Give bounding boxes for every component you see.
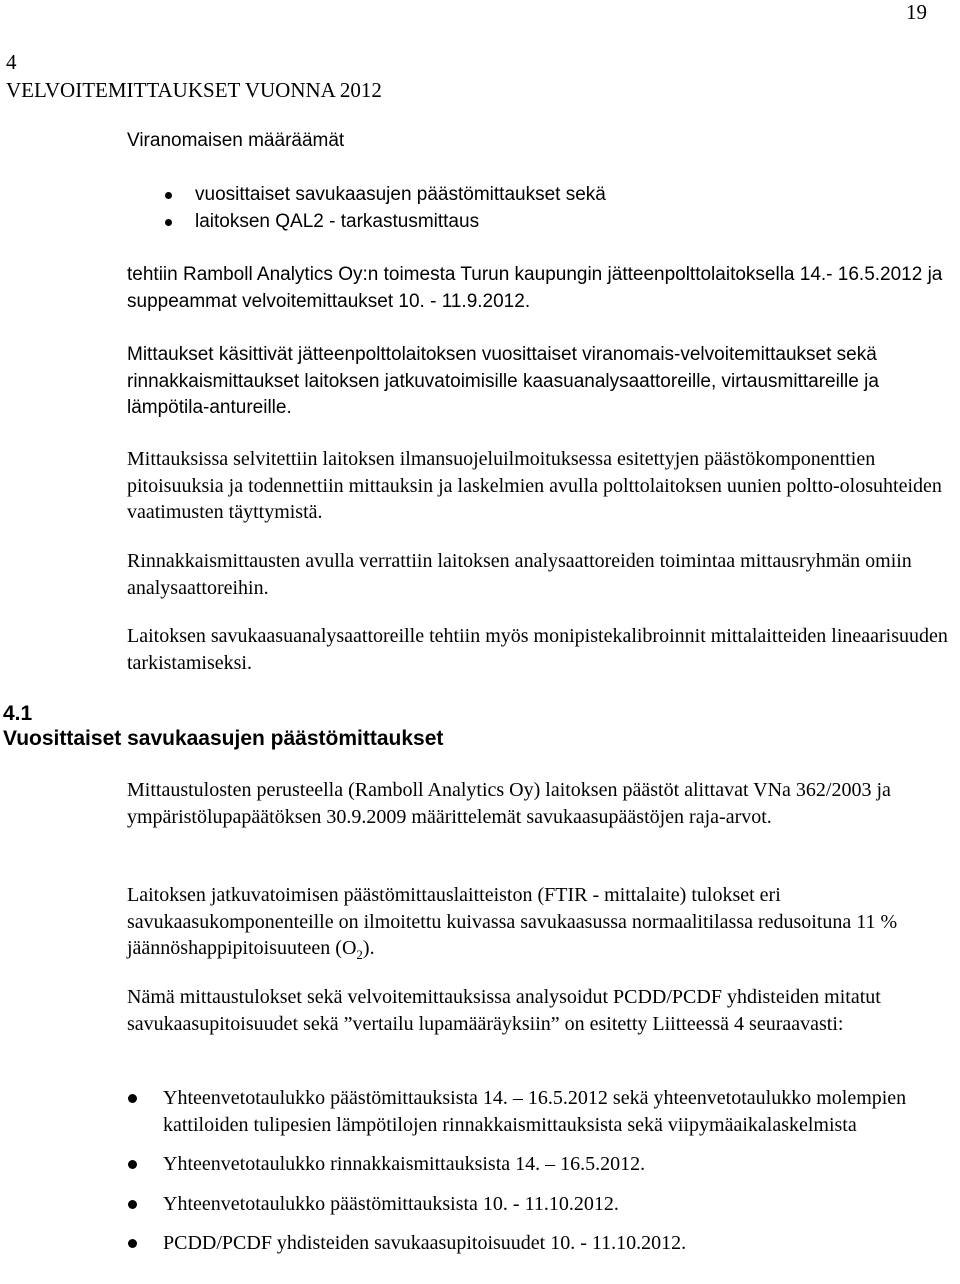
list-item: laitoksen QAL2 - tarkastusmittaus <box>127 209 953 236</box>
bullet-icon <box>128 1094 137 1103</box>
bullet-icon <box>165 219 172 226</box>
list-item: Yhteenvetotaulukko päästömittauksista 14. – 16.5.2012 sekä yhteenvetotaulukko molempien kattiloiden tulipesien lämpötilojen rinnakkaismittauksista sekä viipymäaikalaskelmista <box>127 1085 953 1138</box>
bullet-icon <box>128 1160 137 1169</box>
paragraph: Laitoksen savukaasuanalysaattoreille tehtiin myös monipistekalibroinnit mittalaitteiden lineaarisuuden tarkistamiseksi. <box>127 625 948 674</box>
bullet-icon <box>165 192 172 199</box>
subsection-number: 4.1 <box>3 702 33 725</box>
paragraph: Laitoksen jatkuvatoimisen päästömittauslaitteiston (FTIR - mittalaite) tulokset eri savukaasukomponenteille on ilmoitettu kuivassa savukaasussa normaalitilassa redusoituna 11 % jäännöshappipitoisuuteen $(O_2)$. <box>127 884 898 962</box>
subscript: 2 <box>356 947 363 962</box>
list-item: Yhteenvetotaulukko päästömittauksista 10. - 11.10.2012. <box>127 1191 953 1218</box>
section-number: 4 <box>6 50 17 74</box>
paragraph: Mittauksissa selvitettiin laitoksen ilmansuojeluilmoituksessa esitettyjen päästökomponenttien pitoisuuksia ja todennettiin mittauksin ja laskelmien avulla polttolaitoksen uunien poltto-olosuhteiden vaatimusten täyttymistä. <box>127 448 942 523</box>
paragraph: tehtiin Ramboll Analytics Oy:n toimesta Turun kaupungin jätteenpolttolaitoksella 14.- 16.5.2012 ja suppeammat velvoitemittaukset 10. - 11.9.2012. <box>127 264 943 312</box>
bullet-icon <box>128 1239 137 1248</box>
intro-label: Viranomaisen määräämät <box>127 130 345 151</box>
page-number: 19 <box>906 0 927 24</box>
list-item: PCDD/PCDF yhdisteiden savukaasupitoisuudet 10. - 11.10.2012. <box>127 1230 953 1257</box>
paragraph: Mittaustulosten perusteella (Ramboll Analytics Oy) laitoksen päästöt alittavat VNa 362/2003 ja ympäristölupapäätöksen 30.9.2009 määrittelemät savukaasupäästöjen raja-arvot. <box>127 779 891 828</box>
paragraph: Rinnakkaismittausten avulla verrattiin laitoksen analysaattoreiden toimintaa mittausryhmän omiin analysaattoreihin. <box>127 550 912 599</box>
paragraph: Nämä mittaustulokset sekä velvoitemittauksissa analysoidut PCDD/PCDF yhdisteiden mitatut savukaasupitoisuudet sekä ”vertailu lupamääräyksiin” on esitetty Liitteessä 4 seuraavasti: <box>127 986 881 1035</box>
intro-bullet-list <box>127 182 953 235</box>
appendix-bullet-list <box>127 1085 953 1270</box>
subsection-title: Vuosittaiset savukaasujen päästömittaukset <box>3 727 444 750</box>
list-item: Yhteenvetotaulukko rinnakkaismittauksista 14. – 16.5.2012. <box>127 1151 953 1178</box>
section-title: VELVOITEMITTAUKSET VUONNA 2012 <box>6 78 382 102</box>
bullet-icon <box>128 1200 137 1209</box>
list-item: vuosittaiset savukaasujen päästömittaukset sekä <box>127 182 953 209</box>
paragraph: Mittaukset käsittivät jätteenpolttolaitoksen vuosittaiset viranomais-velvoitemittaukset sekä rinnakkaismittaukset laitoksen jatkuvatoimisille kaasuanalysaattoreille, virtausmittareille ja lämpötila-antureille. <box>127 344 879 418</box>
